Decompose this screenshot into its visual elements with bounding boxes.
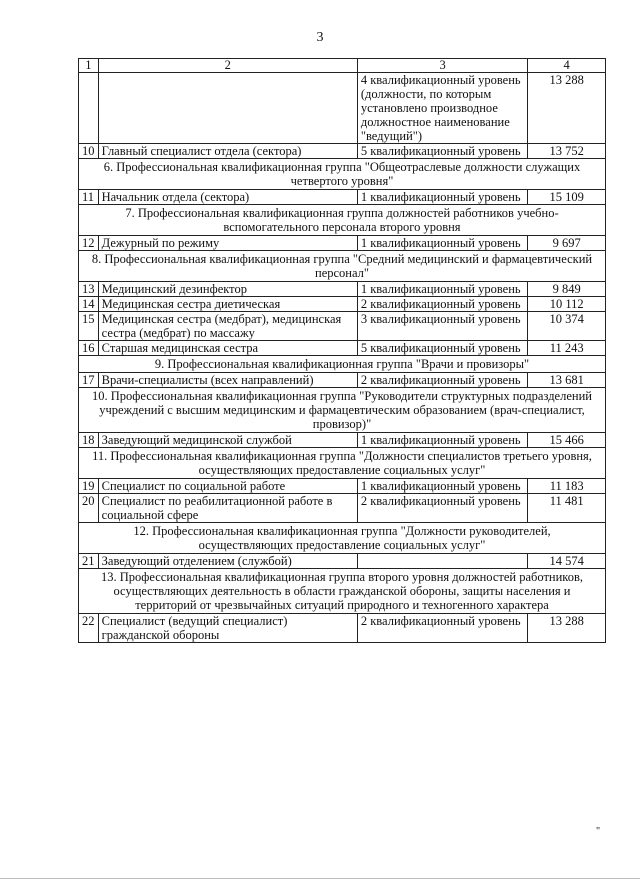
- group-heading: 9. Профессиональная квалификационная группа "Врачи и провизоры": [79, 356, 606, 373]
- salary-value: 11 183: [528, 479, 606, 494]
- salary-value: 9 697: [528, 236, 606, 251]
- table-row: [79, 479, 606, 494]
- row-number: 18: [79, 433, 99, 448]
- salary-value: 13 288: [528, 73, 606, 144]
- qualification-level: 2 квалификационный уровень: [357, 614, 527, 643]
- row-number: 22: [79, 614, 99, 643]
- qualification-level: 3 квалификационный уровень: [357, 312, 527, 341]
- position-name: Медицинская сестра (медбрат), медицинская сестра (медбрат) по массажу: [98, 312, 357, 341]
- table-row: [79, 236, 606, 251]
- group-heading: 8. Профессиональная квалификационная группа "Средний медицинский и фармацевтический персонал": [79, 251, 606, 282]
- position-name: Главный специалист отдела (сектора): [98, 144, 357, 159]
- position-name: Врачи-специалисты (всех направлений): [98, 373, 357, 388]
- row-number: 17: [79, 373, 99, 388]
- table-row: [79, 554, 606, 569]
- footer-mark: ": [596, 826, 601, 837]
- position-name: Медицинская сестра диетическая: [98, 297, 357, 312]
- row-number: 15: [79, 312, 99, 341]
- qualification-level: 1 квалификационный уровень: [357, 190, 527, 205]
- position-name: Специалист по социальной работе: [98, 479, 357, 494]
- group-heading-row: [79, 448, 606, 479]
- table-row: [79, 297, 606, 312]
- qualification-level: [357, 554, 527, 569]
- salary-table-body: [79, 59, 606, 643]
- qualification-level: 1 квалификационный уровень: [357, 479, 527, 494]
- group-heading: 6. Профессиональная квалификационная группа "Общеотраслевые должности служащих четвертого уровня": [79, 159, 606, 190]
- position-name: Заведующий отделением (службой): [98, 554, 357, 569]
- table-row: [79, 282, 606, 297]
- position-name: Специалист по реабилитационной работе в социальной сфере: [98, 494, 357, 523]
- salary-value: 10 374: [528, 312, 606, 341]
- qualification-level: 1 квалификационный уровень: [357, 236, 527, 251]
- salary-value: 15 109: [528, 190, 606, 205]
- row-number: 11: [79, 190, 99, 205]
- group-heading-row: [79, 251, 606, 282]
- position-name: Начальник отдела (сектора): [98, 190, 357, 205]
- salary-value: 14 574: [528, 554, 606, 569]
- qualification-level: 5 квалификационный уровень: [357, 341, 527, 356]
- position-name: Медицинский дезинфектор: [98, 282, 357, 297]
- group-heading-row: [79, 523, 606, 554]
- group-heading: 10. Профессиональная квалификационная группа "Руководители структурных подразделений учреждений с высшим медицинским и фармацевтическим образованием (врач-специалист, провизор)": [79, 388, 606, 433]
- header-col-4: 4: [528, 59, 606, 73]
- position-name: Заведующий медицинской службой: [98, 433, 357, 448]
- group-heading-row: [79, 159, 606, 190]
- qualification-level: 1 квалификационный уровень: [357, 433, 527, 448]
- row-number: 19: [79, 479, 99, 494]
- table-row: [79, 190, 606, 205]
- group-heading: 13. Профессиональная квалификационная группа второго уровня должностей работников, осуществляющих деятельность в области гражданской обороны, защиты населения и территорий от чрезвычайных ситуаций природного и техногенного характера: [79, 569, 606, 614]
- group-heading-row: [79, 356, 606, 373]
- salary-value: 11 243: [528, 341, 606, 356]
- group-heading: 7. Профессиональная квалификационная группа должностей работников учебно-вспомогательного персонала второго уровня: [79, 205, 606, 236]
- salary-table: [78, 58, 606, 643]
- qualification-level: 2 квалификационный уровень: [357, 373, 527, 388]
- qualification-level: 5 квалификационный уровень: [357, 144, 527, 159]
- salary-value: 13 288: [528, 614, 606, 643]
- group-heading: 11. Профессиональная квалификационная группа "Должности специалистов третьего уровня, осуществляющих предоставление социальных услуг": [79, 448, 606, 479]
- bottom-rule: [0, 878, 640, 879]
- table-row: [79, 614, 606, 643]
- qualification-level: 4 квалификационный уровень (должности, по которым установлено производное должностное наименование "ведущий"): [357, 73, 527, 144]
- row-number: [79, 73, 99, 144]
- table-row: [79, 494, 606, 523]
- position-name: Старшая медицинская сестра: [98, 341, 357, 356]
- position-name: [98, 73, 357, 144]
- table-row: [79, 73, 606, 144]
- qualification-level: 2 квалификационный уровень: [357, 494, 527, 523]
- row-number: 21: [79, 554, 99, 569]
- table-row: [79, 144, 606, 159]
- row-number: 16: [79, 341, 99, 356]
- group-heading-row: [79, 205, 606, 236]
- salary-value: 11 481: [528, 494, 606, 523]
- header-col-3: 3: [357, 59, 527, 73]
- qualification-level: 2 квалификационный уровень: [357, 297, 527, 312]
- header-col-1: 1: [79, 59, 99, 73]
- salary-value: 13 681: [528, 373, 606, 388]
- salary-value: 10 112: [528, 297, 606, 312]
- table-header-row: [79, 59, 606, 73]
- table-row: [79, 312, 606, 341]
- salary-value: 9 849: [528, 282, 606, 297]
- row-number: 13: [79, 282, 99, 297]
- qualification-level: 1 квалификационный уровень: [357, 282, 527, 297]
- table-row: [79, 341, 606, 356]
- row-number: 12: [79, 236, 99, 251]
- page-number: 3: [316, 30, 324, 45]
- salary-value: 13 752: [528, 144, 606, 159]
- table-row: [79, 433, 606, 448]
- position-name: Специалист (ведущий специалист) гражданской обороны: [98, 614, 357, 643]
- salary-value: 15 466: [528, 433, 606, 448]
- header-col-2: 2: [98, 59, 357, 73]
- table-row: [79, 373, 606, 388]
- group-heading: 12. Профессиональная квалификационная группа "Должности руководителей, осуществляющих предоставление социальных услуг": [79, 523, 606, 554]
- group-heading-row: [79, 388, 606, 433]
- row-number: 14: [79, 297, 99, 312]
- row-number: 10: [79, 144, 99, 159]
- group-heading-row: [79, 569, 606, 614]
- row-number: 20: [79, 494, 99, 523]
- position-name: Дежурный по режиму: [98, 236, 357, 251]
